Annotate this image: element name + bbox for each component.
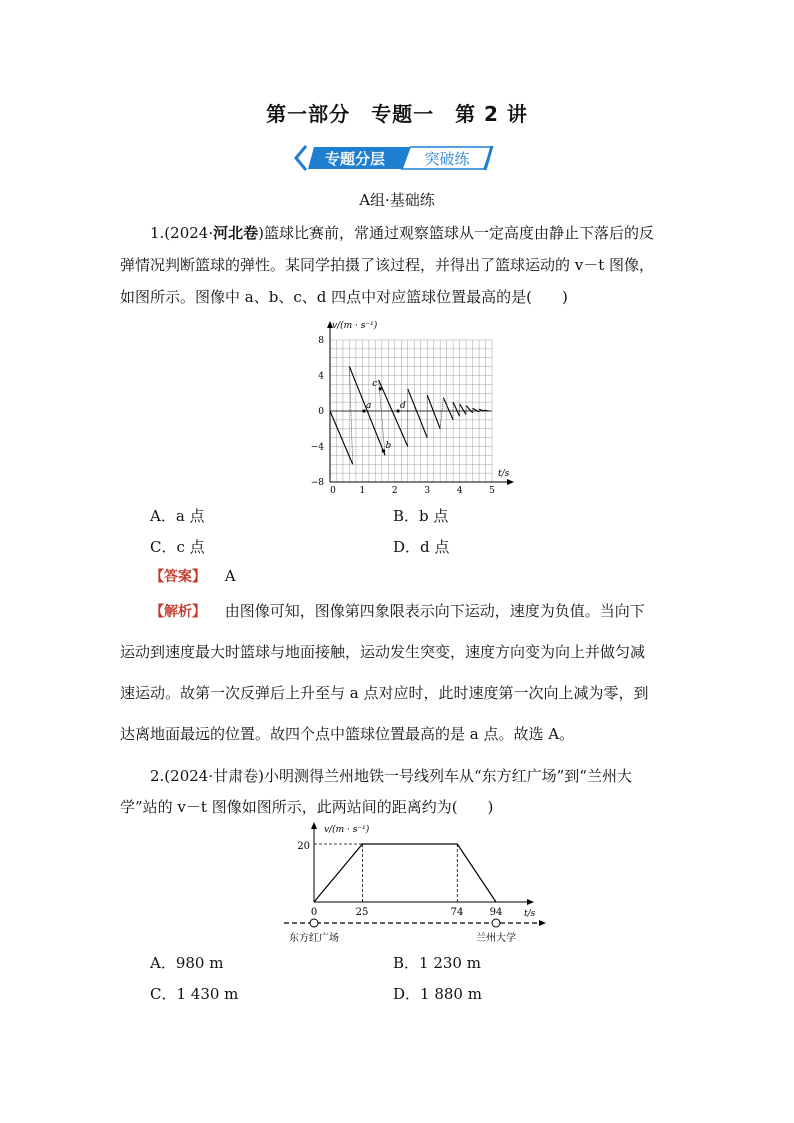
q2-option-c[interactable]: C．1 430 m <box>150 985 239 1003</box>
q1-prefix: 1.(2024· <box>150 224 214 242</box>
q2-chart-xlabel: t/s <box>524 909 536 919</box>
q1-x-arrow <box>507 479 514 485</box>
page-title: 第一部分 专题一 第 2 讲 <box>266 102 528 126</box>
q2-option-d[interactable]: D．1 880 m <box>393 985 482 1003</box>
q1-option-c[interactable]: C．c 点 <box>150 538 205 556</box>
point-c <box>379 387 382 390</box>
section-heading: A组·基础练 <box>359 191 435 209</box>
q2-series-line <box>314 844 496 902</box>
q2-xtick-94: 94 <box>489 907 503 918</box>
point-label-c: c <box>372 378 378 389</box>
station-end-marker <box>492 919 500 927</box>
q1-option-a[interactable]: A．a 点 <box>150 507 205 525</box>
station-start-marker <box>310 919 318 927</box>
q1-xtick: 0 <box>330 486 336 496</box>
q2-xtick-25: 25 <box>355 907 369 918</box>
q1-analysis-line2: 运动到速度最大时篮球与地面接触，运动发生突变，速度方向变为向上并做匀减 <box>120 643 646 661</box>
point-label-b: b <box>385 440 392 451</box>
q2-option-b[interactable]: B．1 230 m <box>393 954 481 972</box>
q1-series-line-5 <box>443 398 453 420</box>
point-label-d: d <box>400 401 406 411</box>
q2-ytick-20: 20 <box>297 841 310 852</box>
q1-xtick: 3 <box>424 486 431 496</box>
q2-line1: 2.(2024·甘肃卷)小明测得兰州地铁一号线列车从“东方红广场”到“兰州大 <box>150 767 632 785</box>
q1-chart-ylabel: v/(m · s⁻¹) <box>332 321 378 331</box>
q1-series-line-6 <box>453 402 459 416</box>
analysis-tag: 【解析】 <box>150 604 206 620</box>
q1-ytick: 4 <box>318 371 324 382</box>
q1-xtick: 5 <box>489 486 495 496</box>
q1-ytick: 0 <box>318 407 324 417</box>
q1-series-line-8 <box>466 406 472 413</box>
q2-chart-ylabel: v/(m · s⁻¹) <box>324 825 370 835</box>
q1-analysis-line1 <box>150 597 645 626</box>
badge-left-label: 专题分层 <box>324 150 386 168</box>
q2-xtick-74: 74 <box>450 907 464 918</box>
analysis-text-1: 由图像可知，图像第四象限表示向下运动，速度为负值。当向下 <box>224 602 645 620</box>
q1-chart-xlabel: t/s <box>498 469 510 479</box>
point-label-a: a <box>366 401 372 411</box>
q1-ytick: −4 <box>310 442 324 453</box>
q1-source: 河北卷 <box>213 224 259 242</box>
q2-y-arrow <box>311 822 317 829</box>
q1-text: )篮球比赛前，常通过观察篮球从一定高度由静止下落后的反 <box>258 224 654 242</box>
q1-xtick: 1 <box>359 486 366 496</box>
q1-ytick: 8 <box>318 336 324 346</box>
q1-series-line-2 <box>379 380 408 447</box>
track-arrow <box>539 920 546 926</box>
answer-value: A <box>224 567 236 585</box>
station-start-label: 东方红广场 <box>289 933 339 944</box>
q1-line3: 如图所示。图像中 a、b、c、d 四点中对应篮球位置最高的是( ) <box>120 288 568 306</box>
q1-option-b[interactable]: B．b 点 <box>393 507 449 525</box>
q1-line2: 弹情况判断篮球的弹性。某同学拍摄了该过程，并得出了篮球运动的 v－t 图像， <box>120 256 655 274</box>
q1-xtick: 2 <box>391 486 398 496</box>
q1-series-line-7 <box>460 404 466 415</box>
chevron-left-icon <box>296 146 306 170</box>
q1-vt-chart <box>300 316 520 496</box>
q1-answer <box>150 562 236 591</box>
q2-option-a[interactable]: A．980 m <box>150 954 224 972</box>
q1-ytick: −8 <box>310 478 324 488</box>
q1-analysis-line3: 速运动。故第一次反弹后上升至与 a 点对应时，此时速度第一次向上减为零，到 <box>120 684 649 702</box>
q1-jump-5 <box>440 398 443 429</box>
q1-series-line-3 <box>408 389 427 438</box>
q1-option-d[interactable]: D．d 点 <box>393 538 450 556</box>
q2-x-arrow <box>527 899 534 905</box>
answer-tag: 【答案】 <box>150 569 206 585</box>
q1-analysis-line4: 达离地面最远的位置。故四个点中篮球位置最高的是 a 点。故选 A。 <box>120 725 575 743</box>
q1-jump-1 <box>349 367 352 465</box>
q1-xtick: 4 <box>456 486 463 496</box>
q1-line1 <box>150 219 654 247</box>
badge-right-label: 突破练 <box>424 150 470 168</box>
topic-badge <box>292 143 504 173</box>
q2-line2: 学”站的 v－t 图像如图所示，此两站间的距离约为( ) <box>120 798 494 816</box>
q2-xtick-0: 0 <box>310 907 318 918</box>
q2-vt-chart <box>280 820 560 950</box>
station-end-label: 兰州大学 <box>476 933 516 944</box>
